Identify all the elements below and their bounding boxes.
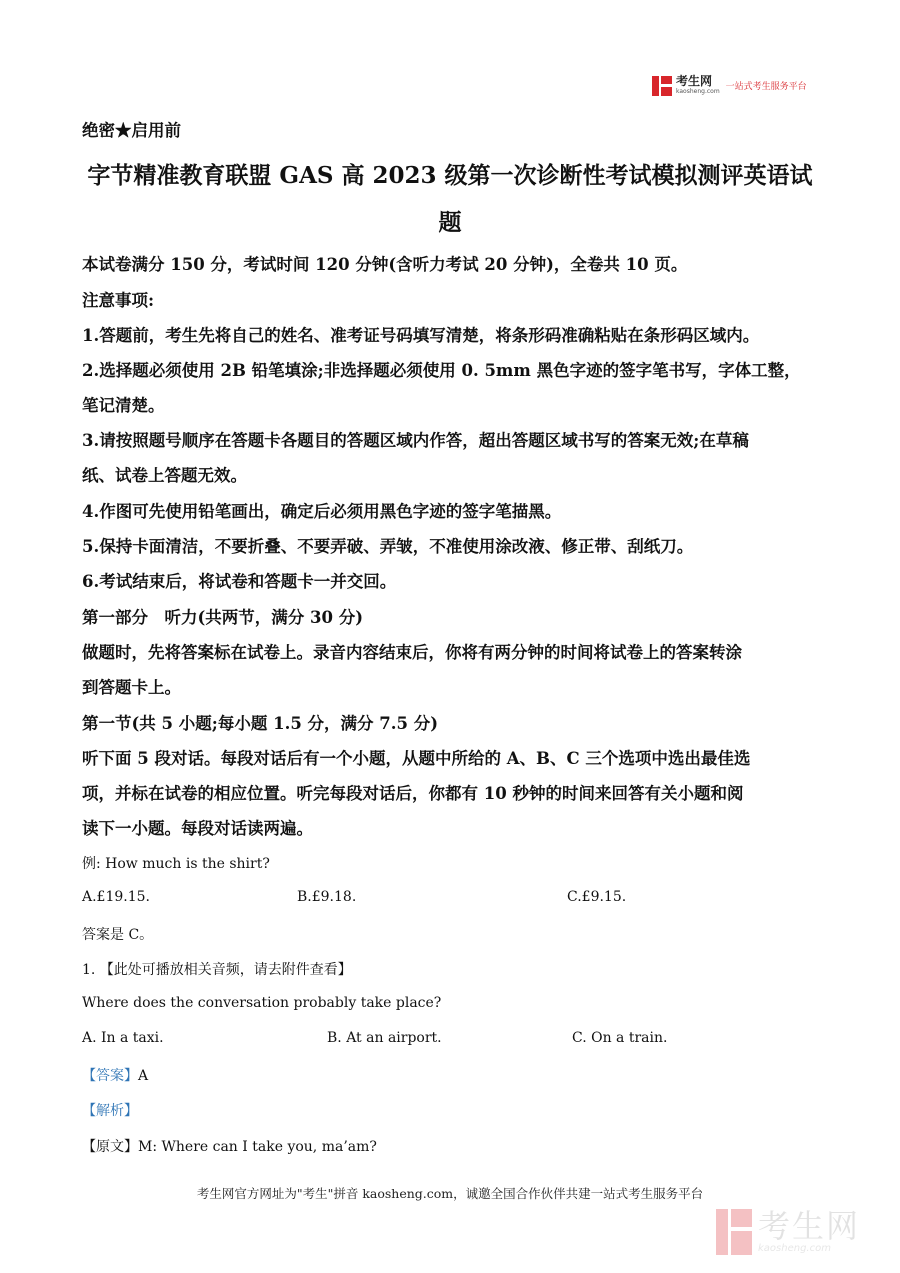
notice-heading: 注意事项: xyxy=(82,291,155,310)
intro-text: 本试卷满分 150 分，考试时间 120 分钟(含听力考试 20 分钟)，全卷共 10 页。 xyxy=(82,255,688,274)
doc-title-line2: 题 xyxy=(438,209,462,236)
watermark-logo-icon xyxy=(716,1209,752,1255)
notice-item-3a: 3.请按照题号顺序在答题卡各题目的答题区域内作答，超出答题区域书写的答案无效;在草稿 xyxy=(82,431,749,450)
header-slogan: 一站式考生服务平台 xyxy=(725,81,807,92)
section1-desc-c: 读下一小题。每段对话读两遍。 xyxy=(82,819,313,838)
example-option-c: C.£9.15. xyxy=(567,889,627,905)
original-text: M: Where can I take you, ma’am? xyxy=(138,1139,377,1155)
part1-heading: 第一部分 听力(共两节，满分 30 分) xyxy=(82,608,364,627)
q1-label: 1. 【此处可播放相关音频，请去附件查看】 xyxy=(82,962,352,978)
part1-desc-b: 到答题卡上。 xyxy=(82,678,181,697)
q1-option-b: B. At an airport. xyxy=(327,1030,442,1046)
footer-text: 考生网官方网址为"考生"拼音 kaosheng.com，诚邀全国合作伙伴共建一站式考生服务平台 xyxy=(196,1186,704,1201)
watermark-url: kaosheng.com xyxy=(758,1243,831,1254)
section1-desc-a: 听下面 5 段对话。每段对话后有一个小题，从题中所给的 A、B、C 三个选项中选出最佳选 xyxy=(82,749,751,768)
header-logo-name: 考生网 xyxy=(676,74,713,88)
section1-heading: 第一节(共 5 小题;每小题 1.5 分，满分 7.5 分) xyxy=(82,714,439,733)
answer-tag: 【答案】 xyxy=(82,1068,138,1084)
answer-value: A xyxy=(138,1068,149,1084)
notice-item-3b: 纸、试卷上答题无效。 xyxy=(82,466,247,485)
q1-option-a: A. In a taxi. xyxy=(82,1030,164,1046)
analysis-tag: 【解析】 xyxy=(82,1103,138,1119)
header-logo-url: kaosheng.com xyxy=(676,88,720,95)
notice-item-2a: 2.选择题必须使用 2B 铅笔填涂;非选择题必须使用 0. 5mm 黑色字迹的签字笔书写，字体工整， xyxy=(82,361,801,380)
q1-option-c: C. On a train. xyxy=(572,1030,668,1046)
q1-question: Where does the conversation probably take place? xyxy=(82,995,442,1011)
watermark xyxy=(716,1206,888,1258)
example-option-a: A.£19.15. xyxy=(82,889,150,905)
original-tag: 【原文】 xyxy=(82,1139,138,1155)
example-option-b: B.£9.18. xyxy=(297,889,357,905)
original-line xyxy=(82,1136,377,1156)
watermark-name: 考生网 xyxy=(758,1207,861,1245)
notice-item-2b: 笔记清楚。 xyxy=(82,396,165,415)
answer-line xyxy=(82,1065,148,1085)
secret-label: 绝密★启用前 xyxy=(82,121,181,140)
section1-desc-b: 项，并标在试卷的相应位置。听完每段对话后，你都有 10 秒钟的时间来回答有关小题和阅 xyxy=(82,784,744,803)
header-logo xyxy=(652,72,822,98)
notice-item-5: 5.保持卡面清洁，不要折叠、不要弄破、弄皱，不准使用涂改液、修正带、刮纸刀。 xyxy=(82,537,694,556)
part1-desc-a: 做题时，先将答案标在试卷上。录音内容结束后，你将有两分钟的时间将试卷上的答案转涂 xyxy=(82,643,742,662)
notice-item-6: 6.考试结束后，将试卷和答题卡一并交回。 xyxy=(82,572,397,591)
example-answer: 答案是 C。 xyxy=(82,927,154,943)
doc-title-line1: 字节精准教育联盟 GAS 高 2023 级第一次诊断性考试模拟测评英语试 xyxy=(87,162,813,189)
notice-item-1: 1.答题前，考生先将自己的姓名、准考证号码填写清楚，将条形码准确粘贴在条形码区域内。 xyxy=(82,326,760,345)
example-question: 例: How much is the shirt? xyxy=(82,856,270,872)
notice-item-4: 4.作图可先使用铅笔画出，确定后必须用黑色字迹的签字笔描黑。 xyxy=(82,502,562,521)
kaosheng-logo-icon xyxy=(652,74,672,96)
